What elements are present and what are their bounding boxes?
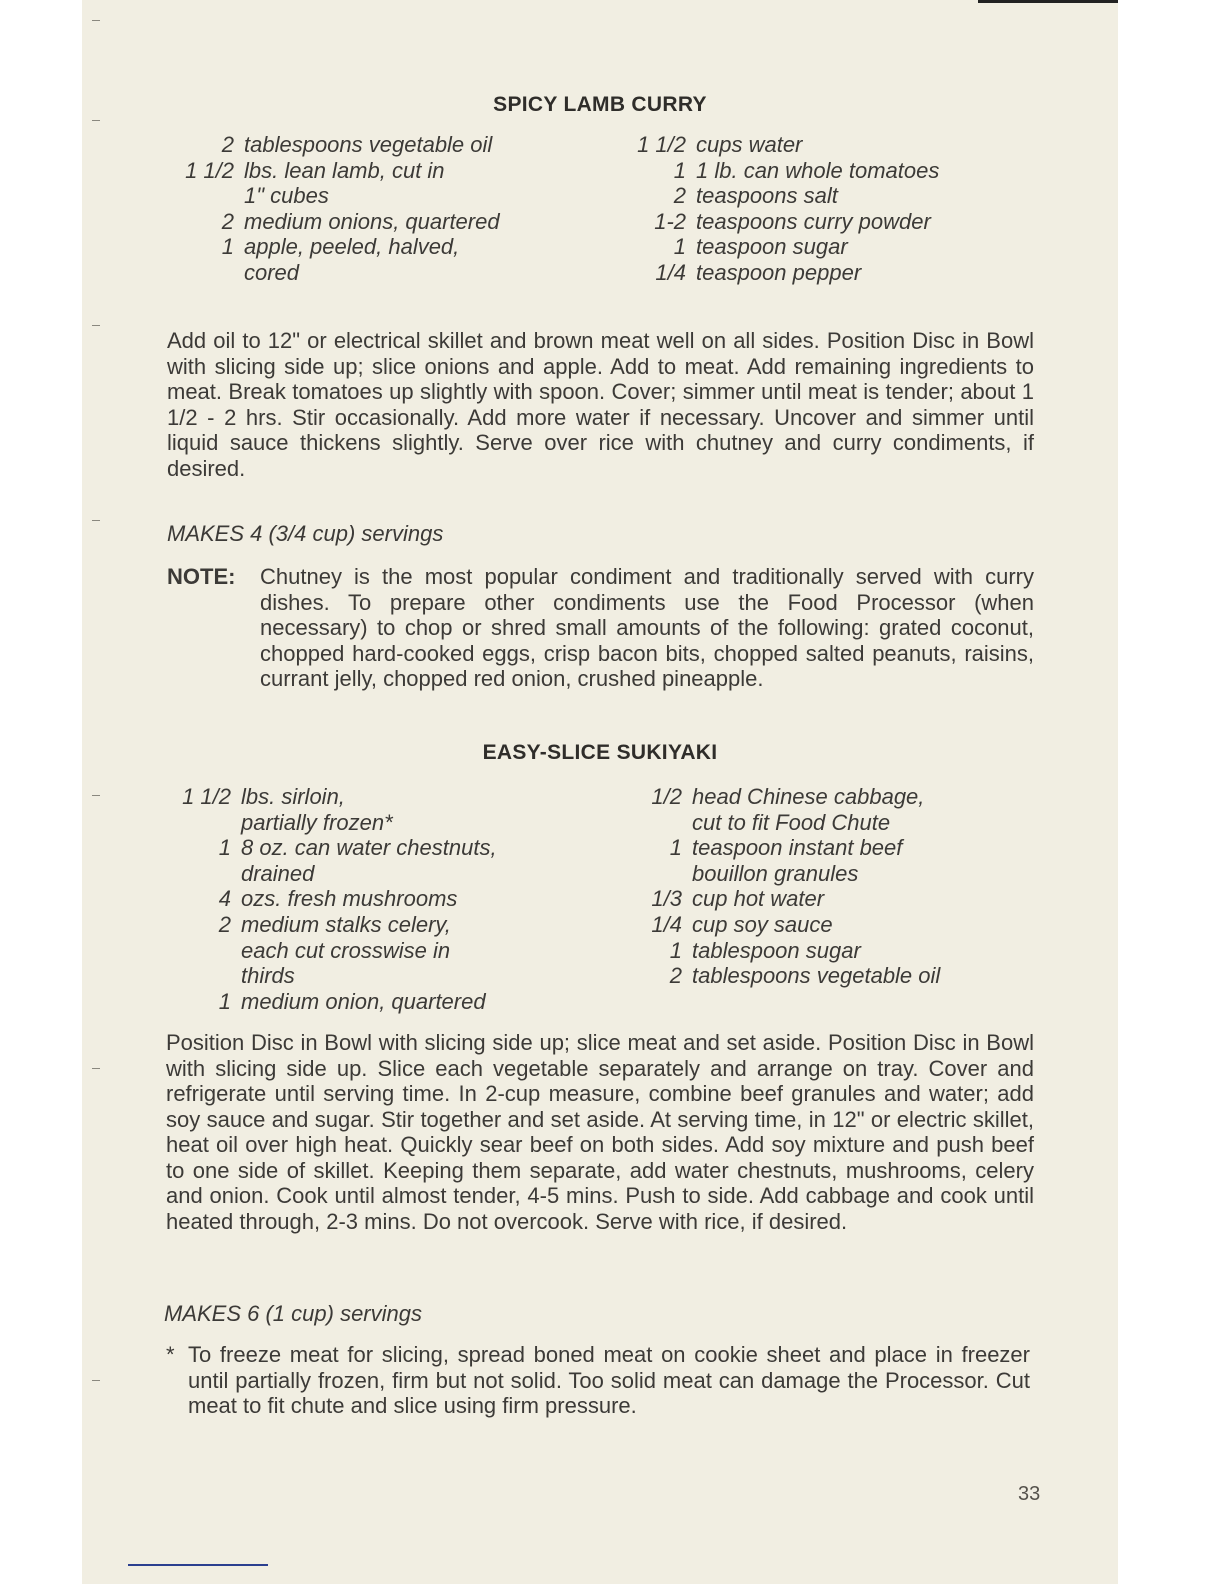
ingredient-text: medium stalks celery, <box>241 911 451 937</box>
ingredient-row <box>157 810 497 836</box>
ingredient-row <box>157 989 497 1015</box>
ingredient-text: each cut crosswise in <box>241 937 451 963</box>
bottom-line <box>128 1564 268 1566</box>
ingredient-qty: 1 <box>673 157 686 183</box>
directions: Add oil to 12" or electrical skillet and brown meat well on all sides. Position Disc in Bowl with slicing side up; slice onions and apple. Add to meat. Add remaining ingredients to meat. Break tomatoes up slightly with spoon. Cover; simmer until meat is tender; about 1 1/2 - 2 hrs. Stir occasionally. Add more water if necessary. Uncover and simmer until liquid sauce thickens slightly. Serve over rice with chutney and curry condiments, if desired. <box>167 328 1034 481</box>
ingredient-qty <box>157 861 241 887</box>
ingredient-qty: 1 <box>673 234 686 260</box>
recipe-title: SPICY LAMB CURRY <box>493 93 707 116</box>
ingredient-qty: 1 1/2 <box>185 157 234 183</box>
ingredient-qty <box>160 183 244 209</box>
ingredient-qty: 1 <box>221 234 234 260</box>
ingredient-qty: 1 <box>218 988 231 1014</box>
servings-text: MAKES 6 (1 cup) servings <box>164 1301 422 1326</box>
ingredient-row <box>612 158 939 184</box>
ingredient-row <box>612 260 939 286</box>
ingredient-qty: 2 <box>673 183 686 209</box>
edge-mark <box>92 325 100 326</box>
ingredient-row <box>157 963 497 989</box>
ingredient-row <box>160 132 500 158</box>
ingredient-qty: 1 <box>218 835 231 861</box>
ingredient-text: teaspoon instant beef <box>692 835 903 861</box>
ingredient-qty <box>157 810 241 836</box>
ingredient-row <box>157 912 497 938</box>
ingredient-row <box>612 810 940 836</box>
ingredient-qty: 1 1/2 <box>182 784 231 809</box>
ingredient-text: bouillon granules <box>692 860 859 886</box>
ingredient-text: lbs. sirloin, <box>241 784 345 809</box>
edge-mark <box>92 1068 100 1069</box>
ingredient-row <box>157 861 497 887</box>
ingredient-row <box>612 132 939 158</box>
ingredient-text: medium onion, quartered <box>241 988 486 1014</box>
ingredient-row <box>160 158 500 184</box>
ingredient-qty: 1/4 <box>651 911 682 937</box>
ingredient-qty <box>612 810 692 836</box>
ingredient-text: teaspoons curry powder <box>696 208 931 234</box>
ingredient-text: teaspoon sugar <box>696 234 848 260</box>
ingredient-qty <box>160 260 244 286</box>
ingredient-row <box>612 861 940 887</box>
ingredient-row <box>612 209 939 235</box>
ingredient-qty: 1 1/2 <box>637 132 686 157</box>
ingredient-row <box>612 938 940 964</box>
ingredient-row <box>157 784 497 810</box>
ingredient-text: thirds <box>241 963 295 989</box>
ingredient-qty: 1-2 <box>654 208 686 234</box>
ingredient-list <box>157 784 497 1014</box>
ingredient-qty: 1 <box>669 835 682 861</box>
ingredient-text: cups water <box>696 132 803 157</box>
ingredient-qty: 2 <box>669 963 682 989</box>
ingredient-text: partially frozen* <box>241 809 393 835</box>
ingredient-qty: 4 <box>218 886 231 912</box>
note-text: Chutney is the most popular condiment and traditionally served with curry dishes. To prepare other condiments use the Food Processor (when necessary) to chop or shred small amounts of the following: grated coconut, chopped hard-cooked eggs, crisp bacon bits, chopped salted peanuts, raisins, currant jelly, chopped red onion, crushed pineapple. <box>260 564 1034 691</box>
ingredient-row <box>157 886 497 912</box>
top-rule <box>978 0 1118 3</box>
ingredient-row <box>612 234 939 260</box>
footnote-mark: * <box>166 1342 175 1367</box>
ingredient-qty: 2 <box>221 208 234 234</box>
ingredient-qty <box>157 938 241 964</box>
edge-mark <box>92 20 100 21</box>
ingredient-text: 1" cubes <box>244 183 329 209</box>
ingredient-text: teaspoons salt <box>696 183 838 209</box>
ingredient-text: drained <box>241 860 315 886</box>
ingredient-row <box>612 183 939 209</box>
ingredient-qty: 1/4 <box>655 259 686 285</box>
ingredient-row <box>612 886 940 912</box>
ingredient-row <box>612 835 940 861</box>
directions: Position Disc in Bowl with slicing side up; slice meat and set aside. Position Disc in Bowl with slicing side up. Slice each vegetable separately and arrange on tray. Cover and refrigerate until serving time. In 2-cup measure, combine beef granules and water; add soy sauce and sugar. Stir together and set aside. At serving time, in 12" or electric skillet, heat oil over high heat. Quickly sear beef on both sides. Add soy mixture and push beef to one side of skillet. Keeping them separate, add water chestnuts, mushrooms, celery and onion. Cook until almost tender, 4-5 mins. Push to side. Add cabbage and cook until heated through, 2-3 mins. Do not overcook. Serve with rice, if desired. <box>166 1030 1034 1234</box>
ingredient-text: 1 lb. can whole tomatoes <box>696 157 940 183</box>
ingredient-text: head Chinese cabbage, <box>692 784 925 809</box>
ingredient-text: cut to fit Food Chute <box>692 809 891 835</box>
ingredient-row <box>160 234 500 260</box>
ingredient-row <box>612 784 940 810</box>
ingredient-text: apple, peeled, halved, <box>244 234 460 260</box>
footnote: To freeze meat for slicing, spread boned meat on cookie sheet and place in freezer until partially frozen, firm but not solid. Too solid meat can damage the Processor. Cut meat to fit chute and slice using firm pressure. <box>188 1342 1030 1418</box>
ingredient-text: tablespoons vegetable oil <box>244 132 493 157</box>
ingredient-list <box>160 132 500 286</box>
ingredient-text: tablespoons vegetable oil <box>692 963 941 989</box>
ingredient-text: cup hot water <box>692 886 825 912</box>
ingredient-text: medium onions, quartered <box>244 208 500 234</box>
ingredient-text: tablespoon sugar <box>692 937 861 963</box>
ingredient-row <box>160 260 500 286</box>
page-number: 33 <box>1018 1483 1041 1505</box>
ingredient-qty: 2 <box>218 911 231 937</box>
ingredient-row <box>612 912 940 938</box>
edge-mark <box>92 1380 100 1381</box>
ingredient-qty: 1/3 <box>651 886 682 912</box>
ingredient-qty <box>157 963 241 989</box>
ingredient-list <box>612 132 939 286</box>
ingredient-qty <box>612 861 692 887</box>
ingredient-text: 8 oz. can water chestnuts, <box>241 835 497 861</box>
ingredient-row <box>157 938 497 964</box>
ingredient-qty: 1 <box>669 937 682 963</box>
ingredient-text: teaspoon pepper <box>696 259 862 285</box>
ingredient-text: cored <box>244 259 300 285</box>
ingredient-row <box>160 209 500 235</box>
servings-text: MAKES 4 (3/4 cup) servings <box>167 521 444 546</box>
ingredient-text: cup soy sauce <box>692 911 833 937</box>
ingredient-text: ozs. fresh mushrooms <box>241 886 458 912</box>
ingredient-qty: 2 <box>221 132 234 157</box>
edge-mark <box>92 520 100 521</box>
recipe-title: EASY-SLICE SUKIYAKI <box>482 741 718 764</box>
ingredient-row <box>157 835 497 861</box>
ingredient-text: lbs. lean lamb, cut in <box>244 157 445 183</box>
edge-mark <box>92 795 100 796</box>
ingredient-row <box>160 183 500 209</box>
note-label: NOTE: <box>167 564 236 589</box>
ingredient-list <box>612 784 940 989</box>
edge-mark <box>92 120 100 121</box>
ingredient-row <box>612 963 940 989</box>
ingredient-qty: 1/2 <box>651 784 682 809</box>
